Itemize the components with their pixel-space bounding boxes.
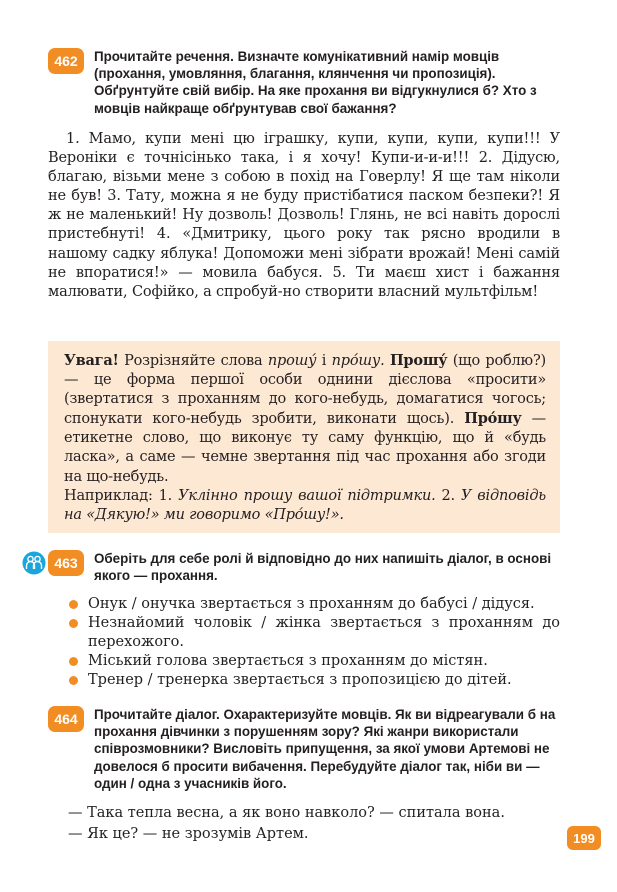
note-word: прошу́ [267, 353, 317, 369]
note-text: Розрізняйте слова [118, 353, 268, 369]
task-464-header [48, 706, 563, 792]
pair-work-icon [22, 551, 46, 575]
dialog-line: — Така тепла весна, а як воно навколо? — спитала вона. [68, 805, 505, 821]
note-example-label: Наприклад: 1. [64, 487, 179, 504]
note-text: 2. [435, 487, 461, 504]
list-item-text: Онук / онучка звертається з проханням до бабусі / дідуся. [88, 596, 535, 612]
task-463-header [48, 550, 563, 584]
bullet-dot-icon [69, 600, 78, 609]
bullet-dot-icon [69, 676, 78, 685]
list-item-text: Незнайомий чоловік / жінка звертається з проханням до перехожого. [88, 615, 560, 651]
list-item [64, 595, 560, 614]
page-number: 199 [567, 826, 601, 850]
bullet-dot-icon [69, 657, 78, 666]
task-number-badge: 462 [48, 48, 84, 74]
note-term: Про́шу [464, 410, 522, 428]
task-462-header [48, 48, 563, 117]
list-item-text: Міський голова звертається з проханням до містян. [88, 653, 488, 670]
note-example: У відповідь на «Дякую!» ми говоримо «Про́шу!». [64, 487, 547, 523]
list-item-text: Тренер / тренерка звертається з пропозицією до дітей. [88, 672, 512, 689]
note-term: Прошу́ [389, 352, 448, 369]
role-list [64, 595, 560, 690]
list-item [64, 614, 560, 652]
list-item [64, 671, 560, 690]
note-box [48, 341, 560, 533]
list-item [64, 652, 560, 671]
task-instruction: Прочитайте діалог. Охарактеризуйте мовців. Як ви відреагували б на прохання дівчинки з порушенням зору? Які жанри використали співрозмовники? Висловіть припущення, за якої умови Артемові не довелося б просити вибачення. Перебудуйте діалог так, ніби ви — один / одна з учасників його. [94, 707, 556, 791]
task-instruction: Оберіть для себе ролі й відповідно до них напишіть діалог, в основі якого — прохання. [94, 551, 552, 584]
note-text: (що роблю?) — це форма першої особи однини дієслова «просити» (звертатися з проханням до кого-небудь, домагатися чогось; спонукати кого-небудь зробити, виконати щось). [64, 353, 546, 428]
note-text: — етикетне слово, що виконує ту саму функцію, що й «будь ласка», а саме — чемне звертання під час прохання або згоди на що-небудь. [64, 411, 546, 485]
task-instruction: Прочитайте речення. Визначте комунікативний намір мовців (прохання, умовляння, благання, клянчення чи пропозиція). Обґрунтуйте свій вибір. На яке прохання ви відгукнулися б? Хто з мовців найкраще обґрунтував свої бажання? [94, 49, 537, 116]
task-number-badge: 464 [48, 706, 84, 732]
dialog-text [68, 803, 558, 844]
bullet-dot-icon [69, 619, 78, 628]
note-example: Уклінно прошу вашої підтримки. [178, 487, 436, 504]
task-number-badge: 463 [48, 550, 84, 576]
note-word: про́шу. [331, 353, 385, 369]
note-attention: Увага! [64, 352, 119, 369]
dialog-line: — Як це? — не зрозумів Артем. [68, 825, 309, 842]
note-text: і [316, 353, 332, 369]
exercise-text: 1. Мамо, купи мені цю іграшку, купи, купи, купи, купи!!! У Вероніки є точнісінько така, і я хочу! Купи-и-и-и!!! 2. Дідусю, благаю, візьми мене з собою в похід на Говерлу! Я ще там ніколи не був! 3. Тату, можна я не буду пристібатися паском безпеки?! Я ж не маленький! Ну дозволь! Дозволь! Глянь, не всі навіть дорослі пристебнуті! 4. «Дмитрику, цього року так рясно вродили в нашому садку яблука! Допоможи мені зібрати врожай! Мені самій не впоратися!» — мовила бабуся. 5. Ти маєш хист і бажання малювати, Софійко, а спробуй-но створити власний мультфільм! [48, 131, 560, 300]
